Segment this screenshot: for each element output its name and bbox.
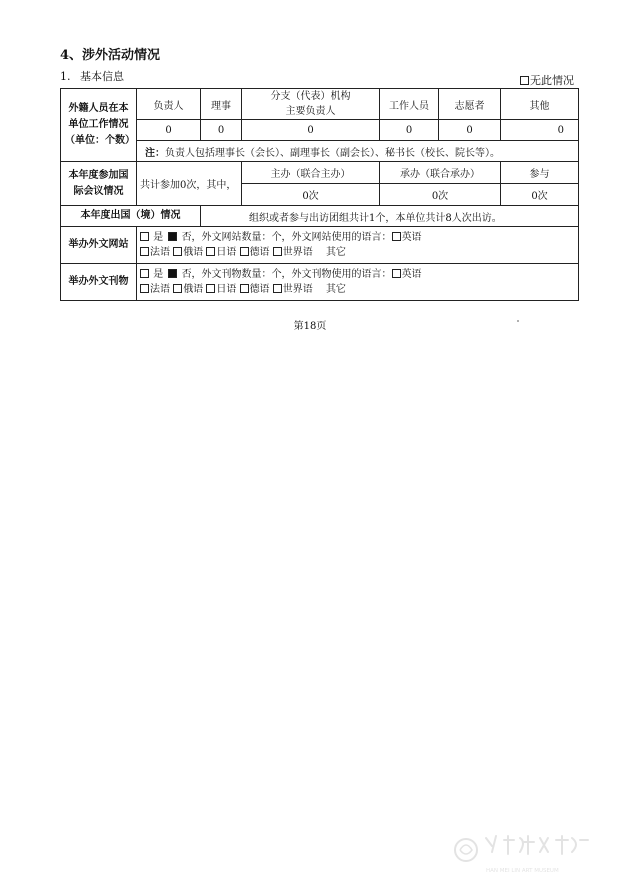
visits-text: 组织或者参与出访团组共计1个，本单位共计8人次出访。	[201, 206, 579, 227]
periodical-lang-checkbox[interactable]	[273, 284, 282, 293]
watermark-caption: HAN MEI LIN ART MUSEUM	[486, 868, 559, 874]
website-yes-label: 是	[153, 232, 164, 243]
periodical-lang-label: 俄语	[183, 284, 204, 295]
periodical-count-unit: 个，外文刊物使用的语言：	[271, 269, 392, 280]
staff-value-cell: 0	[137, 120, 201, 141]
periodical-row	[61, 264, 579, 301]
periodical-lang-checkbox[interactable]	[240, 284, 249, 293]
website-lang-checkbox[interactable]	[273, 247, 282, 256]
note-prefix: 注：	[145, 147, 165, 159]
staff-note-row	[61, 141, 579, 162]
subsection-heading	[60, 68, 124, 84]
no-case-checkbox[interactable]	[520, 76, 529, 85]
staff-header-cell: 工作人员	[380, 89, 439, 120]
periodical-no-label: 否，外文刊物数量：	[181, 269, 272, 280]
no-case-label: 无此情况	[530, 74, 574, 87]
website-no-checkbox[interactable]	[168, 232, 177, 241]
subsection-number: 1.	[60, 70, 71, 83]
foreign-activity-table	[60, 88, 579, 301]
staff-value-cell: 0	[501, 120, 579, 141]
website-line-1	[140, 230, 578, 245]
periodical-lang-label: 英语	[401, 269, 422, 280]
periodical-no-checkbox[interactable]	[168, 269, 177, 278]
website-lang-label: 德语	[249, 247, 270, 258]
staff-value-cell: 0	[439, 120, 501, 141]
conference-value-cell: 0次	[501, 184, 579, 206]
staff-value-cell: 0	[380, 120, 439, 141]
conference-row-label: 本年度参加国际会议情况	[61, 162, 137, 206]
staff-value-cell: 0	[242, 120, 380, 141]
periodical-lang-checkbox[interactable]	[206, 284, 215, 293]
periodical-lang-label: 世界语	[282, 284, 313, 295]
conference-summary: 共计参加0次，其中，	[137, 162, 242, 206]
conference-header-row	[61, 162, 579, 184]
note-text: 负责人包括理事长（会长）、副理事长（副会长）、秘书长（校长、院长等）。	[165, 147, 500, 159]
website-options	[137, 227, 579, 264]
scan-speck	[517, 320, 519, 322]
website-row	[61, 227, 579, 264]
periodical-yes-label: 是	[153, 269, 164, 280]
website-lang-label: 日语	[216, 247, 237, 258]
page-number: 第18页	[293, 321, 327, 332]
website-yes-checkbox[interactable]	[140, 232, 149, 241]
website-row-label: 举办外文网站	[61, 227, 137, 264]
section-title: 4、涉外活动情况	[60, 48, 161, 63]
periodical-yes-checkbox[interactable]	[140, 269, 149, 278]
staff-row-label: 外籍人员在本单位工作情况（单位：个数）	[61, 89, 137, 162]
periodical-lang-checkbox[interactable]	[173, 284, 182, 293]
website-line-2	[140, 245, 578, 260]
staff-header-cell: 理事	[201, 89, 242, 120]
website-lang-checkbox[interactable]	[240, 247, 249, 256]
conference-value-cell: 0次	[242, 184, 380, 206]
subsection-title: 基本信息	[80, 70, 124, 83]
periodical-other-label: 其它	[325, 284, 346, 295]
no-case-option[interactable]	[520, 72, 574, 88]
conference-header-cell: 主办（联合主办）	[242, 162, 380, 184]
staff-header-cell: 志愿者	[439, 89, 501, 120]
website-lang-label: 英语	[401, 232, 422, 243]
website-lang-checkbox[interactable]	[140, 247, 149, 256]
staff-header-cell: 分支（代表）机构主要负责人	[242, 89, 380, 120]
conference-value-cell: 0次	[380, 184, 501, 206]
periodical-lang-label: 德语	[249, 284, 270, 295]
periodical-line-1	[140, 267, 578, 282]
periodical-line-2	[140, 282, 578, 297]
periodical-row-label: 举办外文刊物	[61, 264, 137, 301]
conference-header-cell: 参与	[501, 162, 579, 184]
website-count-unit: 个，外文网站使用的语言：	[271, 232, 392, 243]
periodical-lang-label: 法语	[150, 284, 170, 295]
website-lang-label: 世界语	[282, 247, 313, 258]
website-lang-checkbox[interactable]	[392, 232, 401, 241]
website-other-label: 其它	[325, 247, 346, 258]
staff-header-cell: 其他	[501, 89, 579, 120]
periodical-lang-checkbox[interactable]	[392, 269, 401, 278]
website-lang-label: 法语	[150, 247, 170, 258]
website-lang-checkbox[interactable]	[173, 247, 182, 256]
periodical-lang-label: 日语	[216, 284, 237, 295]
visits-row	[61, 206, 579, 227]
museum-watermark-logo	[452, 828, 602, 878]
website-lang-checkbox[interactable]	[206, 247, 215, 256]
staff-header-row	[61, 89, 579, 120]
website-lang-label: 俄语	[183, 247, 204, 258]
conference-header-cell: 承办（联合承办）	[380, 162, 501, 184]
staff-value-cell: 0	[201, 120, 242, 141]
staff-value-row	[61, 120, 579, 141]
periodical-lang-checkbox[interactable]	[140, 284, 149, 293]
visits-row-label: 本年度出国（境）情况	[61, 206, 201, 227]
staff-note	[137, 141, 579, 162]
staff-header-cell: 负责人	[137, 89, 201, 120]
website-no-label: 否，外文网站数量：	[181, 232, 272, 243]
periodical-options	[137, 264, 579, 301]
